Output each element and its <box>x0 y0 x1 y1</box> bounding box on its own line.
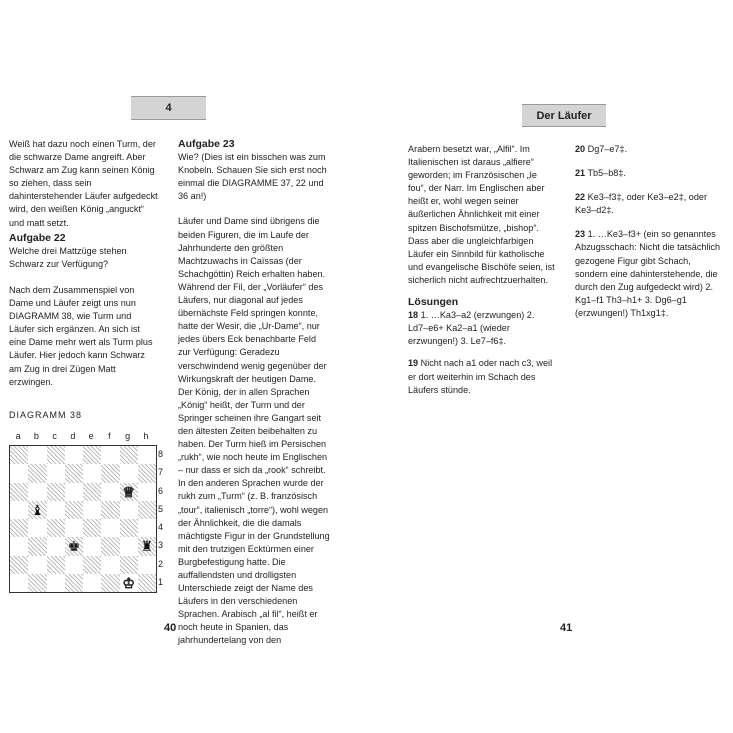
square-a7 <box>10 464 28 482</box>
chapter-number: 4 <box>165 102 172 114</box>
square-f7 <box>101 464 119 482</box>
solution-23 <box>575 228 725 320</box>
solution-20 <box>575 143 725 156</box>
square-a6 <box>10 483 28 501</box>
square-d6 <box>65 483 83 501</box>
chess-board <box>9 445 157 593</box>
rank-label: 5 <box>158 503 164 514</box>
square-g8 <box>120 446 138 464</box>
paragraph: Läufer und Dame sind übrigens die beiden Figuren, die im Laufe der Jahrhunderte den größten Machtzuwachs in Caïssas (der Schachgöttin) Reich erhalten haben. Während der Fil, der „Vorläufer“ des Läufers, nur diagonal auf jedes übernächste Feld springen konnte, hatte der Wesir, die „Ur-Dame“, nur jedes übers Eck benachbarte Feld zur Verfügung: Geradezu verschwindend wenig gegenüber der Wirkungskraft der heutigen Dame. <box>178 216 327 384</box>
square-d2 <box>65 556 83 574</box>
solution-number: 21 <box>575 168 586 179</box>
square-e6 <box>83 483 101 501</box>
square-e8 <box>83 446 101 464</box>
solution-number: 19 <box>408 358 419 369</box>
right-page-column-1 <box>408 143 556 406</box>
square-e3 <box>83 537 101 555</box>
square-h3 <box>138 537 156 555</box>
square-f3 <box>101 537 119 555</box>
right-page-column-2 <box>575 143 725 329</box>
square-f8 <box>101 446 119 464</box>
square-a3 <box>10 537 28 555</box>
aufgabe-23-text: Wie? (Dies ist ein bisschen was zum Knobeln. Schauen Sie sich erst noch einmal die DIAGRAMME 37, 22 und 36 an!) <box>178 152 327 202</box>
solution-number: 23 <box>575 229 586 240</box>
rank-label: 8 <box>158 449 164 460</box>
chapter-tab <box>131 96 206 120</box>
square-e1 <box>83 574 101 592</box>
square-b4 <box>28 519 46 537</box>
rank-label: 3 <box>158 540 164 551</box>
solution-text: Ke3–f3‡, oder Ke3–e2‡, oder Ke3–d2‡. <box>575 192 707 216</box>
paragraph: Arabern besetzt war, „Alfil“. Im Italienischen ist daraus „alfiere“ geworden; im Französischen „le fou“, der Narr. Im Englischen aber heißt er, wohl wegen seiner äußerlichen Ähnlichkeit mit einer spitzen Bischofsmütze, „bishop“. Dass aber die ungleichfarbigen Läufer ein Sinnbild für katholische und evangelische Bischöfe seien, ist sicherlich nicht aufrechtzuerhalten. <box>408 144 555 285</box>
square-d4 <box>65 519 83 537</box>
square-f6 <box>101 483 119 501</box>
square-d1 <box>65 574 83 592</box>
square-a4 <box>10 519 28 537</box>
solution-text: Nicht nach a1 oder nach c3, weil er dort weiterhin im Schach des Läufers stünde. <box>408 358 553 395</box>
solution-number: 22 <box>575 192 586 203</box>
square-h7 <box>138 464 156 482</box>
white-queen-icon: ♕ <box>122 483 135 500</box>
board-rank-labels <box>158 445 163 591</box>
page-number-left: 40 <box>164 622 177 634</box>
aufgabe-22-text: Welche drei Mattzüge stehen Schwarz zur Verfügung? <box>9 245 127 269</box>
square-h6 <box>138 483 156 501</box>
square-d8 <box>65 446 83 464</box>
file-label: d <box>70 431 76 441</box>
solution-text: 1. …Ke3–f3+ (ein so genanntes Abzugsschach: Nicht die tatsächlich gezogene Figur gibt Schach, sondern eine dahinterstehende, die durch den Zug aufgedeckt wird) 2. Kg1–f1 Th3–h1+ 3. Dg6–g1 (erzwungen!) Th1xg1‡. <box>575 229 721 318</box>
square-c4 <box>47 519 65 537</box>
square-d7 <box>65 464 83 482</box>
square-e5 <box>83 501 101 519</box>
solution-22 <box>575 191 725 217</box>
solution-19 <box>408 357 556 396</box>
square-a2 <box>10 556 28 574</box>
solution-21 <box>575 167 725 180</box>
square-e7 <box>83 464 101 482</box>
rank-label: 7 <box>158 467 164 478</box>
square-c5 <box>47 501 65 519</box>
square-c3 <box>47 537 65 555</box>
left-page-column-1 <box>9 138 159 398</box>
file-label: h <box>143 431 149 441</box>
square-h8 <box>138 446 156 464</box>
solution-number: 18 <box>408 310 419 321</box>
rank-label: 1 <box>158 576 164 587</box>
square-h5 <box>138 501 156 519</box>
chapter-title: Der Läufer <box>536 109 592 122</box>
white-king-icon: ♔ <box>122 574 135 591</box>
square-g5 <box>120 501 138 519</box>
file-label: c <box>52 431 57 441</box>
square-h4 <box>138 519 156 537</box>
square-c7 <box>47 464 65 482</box>
solution-number: 20 <box>575 144 586 154</box>
black-bishop-icon: ♝ <box>31 501 44 518</box>
square-b8 <box>28 446 46 464</box>
square-g7 <box>120 464 138 482</box>
square-f1 <box>101 574 119 592</box>
paragraph: Nach dem Zusammenspiel von Dame und Läufer zeigt uns nun DIAGRAMM 38, wie Turm und Läufer sich ergänzen. An sich ist eine Dame mehr wert als Turm plus Läufer. Hier jedoch kann Schwarz am Zug in drei Zügen Matt erzwingen. <box>9 284 153 387</box>
square-b2 <box>28 556 46 574</box>
file-label: g <box>125 431 131 441</box>
rank-label: 6 <box>158 485 164 496</box>
paragraph: Der König, der in allen Sprachen „König“ heißt, der Turm und der Springer scheinen ihre Gangart seit den ältesten Zeiten beibehalten zu haben. Der Turm hieß im Persischen „rukh“, wie noch heute im Englischen – nur dass er sich da „rook“ schreibt. In den anderen Sprachen wurde der rukh zum „Turm“ (z. B. französisch „tour“, italienisch „torre“), wohl wegen der Ähnlichkeit, die die damals mächtigste Figur in der Grundstellung mit den trutzigen Ecktürmen einer Burgbefestigung hatte. Die auffallendsten und drolligsten Unterschiede zeigt der Name des Läufers in den verschiedenen Sprachen. Arabisch „al fil“, heißt er noch heute in Spanien, das jahrhundertelang von den <box>178 386 330 646</box>
solution-18 <box>408 309 556 348</box>
black-rook-icon: ♜ <box>140 538 154 555</box>
square-e2 <box>83 556 101 574</box>
square-e4 <box>83 519 101 537</box>
square-c6 <box>47 483 65 501</box>
diagram-title: DIAGRAMM 38 <box>9 410 83 420</box>
square-a1 <box>10 574 28 592</box>
solution-text: 1. …Ka3–a2 (erzwungen) 2. Ld7–e6+ Ka2–a1 (wieder erzwungen!) 3. Le7–f6‡. <box>408 310 535 347</box>
square-f5 <box>101 501 119 519</box>
black-king-icon: ♚ <box>67 538 81 555</box>
square-b5 <box>28 501 46 519</box>
square-g6 <box>120 483 138 501</box>
square-g1 <box>120 574 138 592</box>
square-f4 <box>101 519 119 537</box>
file-label: a <box>15 431 21 441</box>
square-b3 <box>28 537 46 555</box>
square-g2 <box>120 556 138 574</box>
file-label: f <box>108 431 111 441</box>
square-h2 <box>138 556 156 574</box>
square-d5 <box>65 501 83 519</box>
square-c1 <box>47 574 65 592</box>
file-label: e <box>88 431 94 441</box>
square-a8 <box>10 446 28 464</box>
rank-label: 2 <box>158 558 164 569</box>
file-label: b <box>33 431 39 441</box>
board-file-labels <box>9 431 155 441</box>
square-g4 <box>120 519 138 537</box>
aufgabe-23-heading: Aufgabe 23 <box>178 138 235 150</box>
loesungen-heading: Lösungen <box>408 296 459 309</box>
square-d3 <box>65 537 83 555</box>
chapter-title-tab <box>522 104 606 127</box>
square-b7 <box>28 464 46 482</box>
square-c8 <box>47 446 65 464</box>
paragraph: Weiß hat dazu noch einen Turm, der die schwarze Dame angreift. Aber Schwarz am Zug kann seinen König so ziehen, dass sein dahinterstehender Läufer aufgedeckt wird, den weißen König „anguckt“ und matt setzt. <box>9 139 158 228</box>
solution-text: Tb5–b8‡. <box>587 168 626 179</box>
solution-text: Dg7–e7‡. <box>587 144 628 154</box>
aufgabe-22-heading: Aufgabe 22 <box>9 231 66 244</box>
square-f2 <box>101 556 119 574</box>
square-g3 <box>120 537 138 555</box>
square-a5 <box>10 501 28 519</box>
page-number-right: 41 <box>560 622 573 634</box>
square-h1 <box>138 574 156 592</box>
square-b6 <box>28 483 46 501</box>
left-page-column-2 <box>178 138 330 657</box>
rank-label: 4 <box>158 522 164 533</box>
square-b1 <box>28 574 46 592</box>
square-c2 <box>47 556 65 574</box>
